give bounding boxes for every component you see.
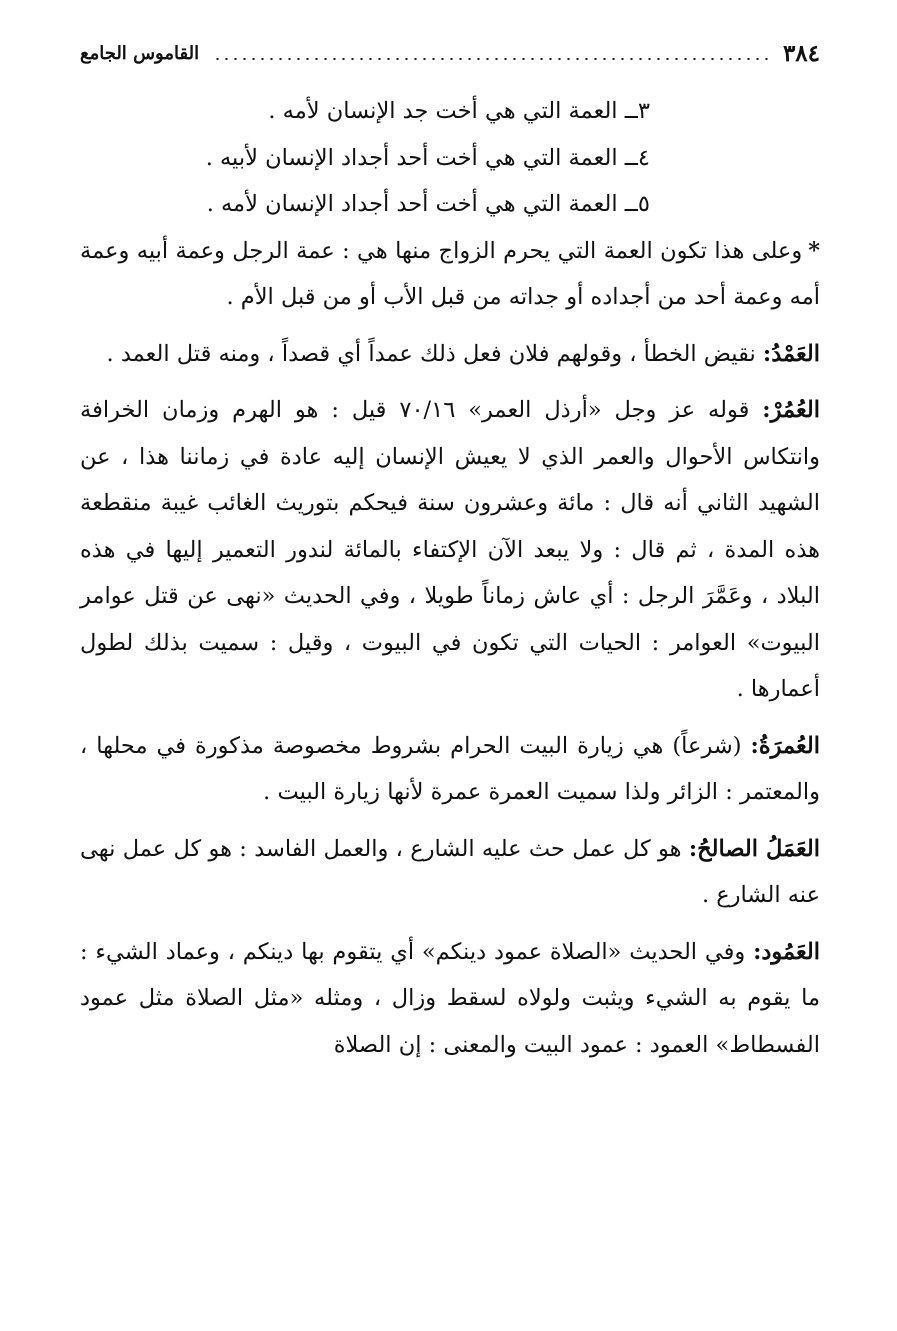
entry-definition: وفي الحديث «الصلاة عمود دينكم» أي يتقوم بها دينكم ، وعماد الشيء : ما يقوم به الشيء ويثبت ولولاه لسقط وزال ، ومثله «مثل الصلاة مثل عمود الفسطاط» العمود : عمود البيت والمعنى : إن الصلاة [80, 938, 820, 1058]
entry-term: العُمرَةُ: [750, 732, 820, 759]
entry-definition: قوله عز وجل «أرذل العمر» ٧٠/١٦ قيل : هو الهرم وزمان الخرافة وانتكاس الأحوال والعمر الذي لا يعيش الإنسان إليه عادة في زماننا هذا ، عن الشهيد الثاني أنه قال : مائة وعشرون سنة فيحكم بتوريث الغائب غيبة منقطعة هذه المدة ، ثم قال : ولا يبعد الآن الإكتفاء بالمائة لندور التعمير إليها في هذه البلاد ، وعَمَّرَ الرجل : أي عاش زماناً طويلا ، وفي الحديث «نهى عن قتل عوامر البيوت» العوامر : الحيات التي تكون في البيوت ، وقيل : سميت بذلك لطول أعمارها . [80, 397, 820, 702]
entry-definition: هو كل عمل حث عليه الشارع ، والعمل الفاسد : هو كل عمل نهى عنه الشارع . [80, 835, 820, 908]
entry-definition: (شرعاً) هي زيارة البيت الحرام بشروط مخصوصة مذكورة في محلها ، والمعتمر : الزائر ولذا سميت العمرة عمرة لأنها زيارة البيت . [80, 732, 820, 805]
entry-amud [80, 929, 820, 1069]
book-title: القاموس الجامع [80, 42, 200, 64]
entry-umr [80, 387, 820, 713]
entry-term: العَمْدُ: [762, 340, 820, 367]
note-text: وعلى هذا تكون العمة التي يحرم الزواج منها هي : عمة الرجل وعمة أبيه وعمة أمه وعمة أحد من أجداده أو جداته من قبل الأب أو من قبل الأم . [80, 237, 820, 310]
page-body [80, 88, 820, 1068]
entry-umra [80, 723, 820, 816]
page-header [80, 34, 820, 72]
list-item-5: ٥ــ العمة التي هي أخت أحد أجداد الإنسان لأمه . [206, 191, 650, 217]
entry-amd [80, 331, 820, 378]
list-item-4: ٤ــ العمة التي هي أخت أحد أجداد الإنسان لأبيه . [205, 144, 650, 171]
dotted-leader [213, 58, 769, 60]
page-number: ٣٨٤ [782, 39, 820, 67]
entry-term: العَمُود: [753, 938, 821, 965]
list-item-3: ٣ــ العمة التي هي أخت جد الإنسان لأمه . [268, 98, 650, 124]
entry-term: العَمَلُ الصالحُ: [688, 835, 820, 862]
note-paragraph [80, 228, 820, 321]
entry-definition: نقيض الخطأ ، وقولهم فلان فعل ذلك عمداً أي قصداً ، ومنه قتل العمد . [106, 340, 756, 367]
entry-term: العُمُرْ: [762, 397, 820, 423]
asterisk-marker: * [808, 237, 820, 264]
entry-amal-salih [80, 826, 820, 919]
